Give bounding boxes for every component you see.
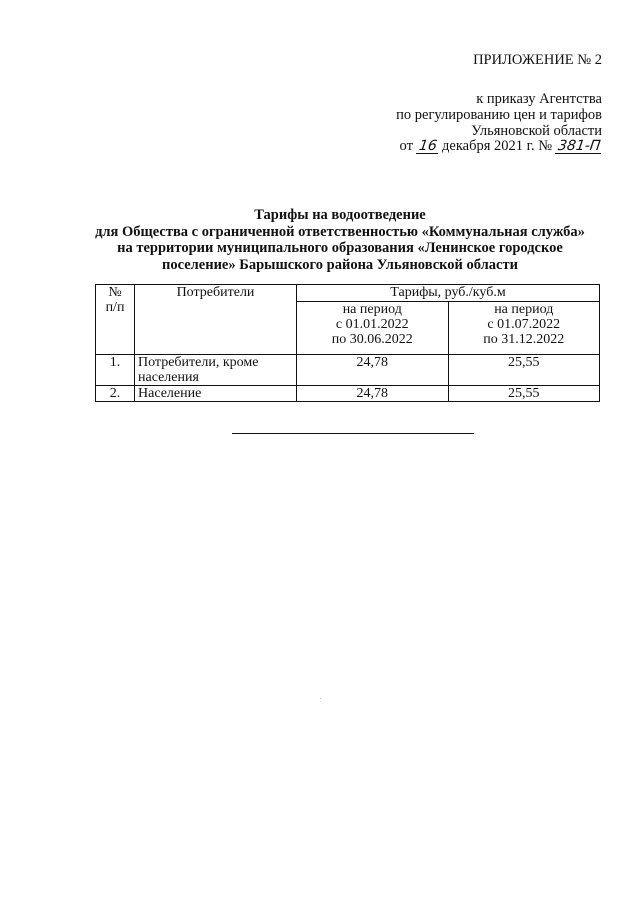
header-number-cell — [96, 285, 135, 355]
row-consumer-line-1: Потребители, кроме — [138, 355, 259, 370]
row-tariff-period-1: 24,78 — [297, 355, 449, 386]
table-row — [96, 355, 600, 386]
appendix-date-line — [300, 137, 602, 155]
header-consumers-cell: Потребители — [135, 285, 297, 355]
row-tariff-period-1: 24,78 — [297, 386, 449, 402]
date-middle: декабря 2021 г. № — [442, 138, 553, 154]
period-2-from: с 01.07.2022 — [487, 317, 561, 332]
row-tariff-period-2: 25,55 — [448, 386, 600, 402]
period-2-to: по 31.12.2022 — [483, 332, 565, 347]
appendix-agency-line: по регулированию цен и тарифов — [396, 107, 602, 123]
row-number: 1. — [96, 355, 135, 386]
period-2-label: на период — [494, 302, 554, 317]
period-1-from: с 01.01.2022 — [335, 317, 409, 332]
period-1-to: по 30.06.2022 — [331, 332, 413, 347]
appendix-title: ПРИЛОЖЕНИЕ № 2 — [473, 52, 602, 68]
heading-line-4: поселение» Барышского района Ульяновской области — [162, 256, 518, 273]
row-consumer-line-2: населения — [138, 370, 199, 385]
period-1-cell — [297, 302, 449, 355]
table-header-row — [96, 285, 600, 302]
table-row — [96, 386, 600, 402]
heading-line-3: на территории муниципального образования «Ленинское городское — [117, 240, 563, 256]
header-tariffs-cell: Тарифы, руб./куб.м — [297, 285, 600, 302]
scan-speck — [320, 698, 321, 699]
heading-line-2: для Общества с ограниченной ответственностью «Коммунальная служба» — [95, 223, 585, 240]
period-2-cell — [448, 302, 600, 355]
header-number-abbrev: п/п — [105, 300, 125, 315]
row-consumer — [135, 355, 297, 386]
heading-line-1: Тарифы на водоотведение — [254, 207, 426, 223]
document-heading — [70, 207, 610, 273]
closing-divider — [232, 433, 474, 434]
tariff-table — [95, 284, 600, 402]
row-tariff-period-2: 25,55 — [448, 355, 600, 386]
appendix-region-line: Ульяновской области — [471, 123, 602, 139]
row-number: 2. — [96, 386, 135, 402]
row-consumer: Население — [135, 386, 297, 402]
date-prefix: от — [399, 138, 413, 154]
handwritten-order-number: 381-П — [556, 138, 602, 154]
header-number-symbol: № — [108, 285, 122, 300]
handwritten-day: 16 — [417, 138, 438, 154]
appendix-order-line: к приказу Агентства — [476, 91, 602, 107]
period-1-label: на период — [342, 302, 402, 317]
